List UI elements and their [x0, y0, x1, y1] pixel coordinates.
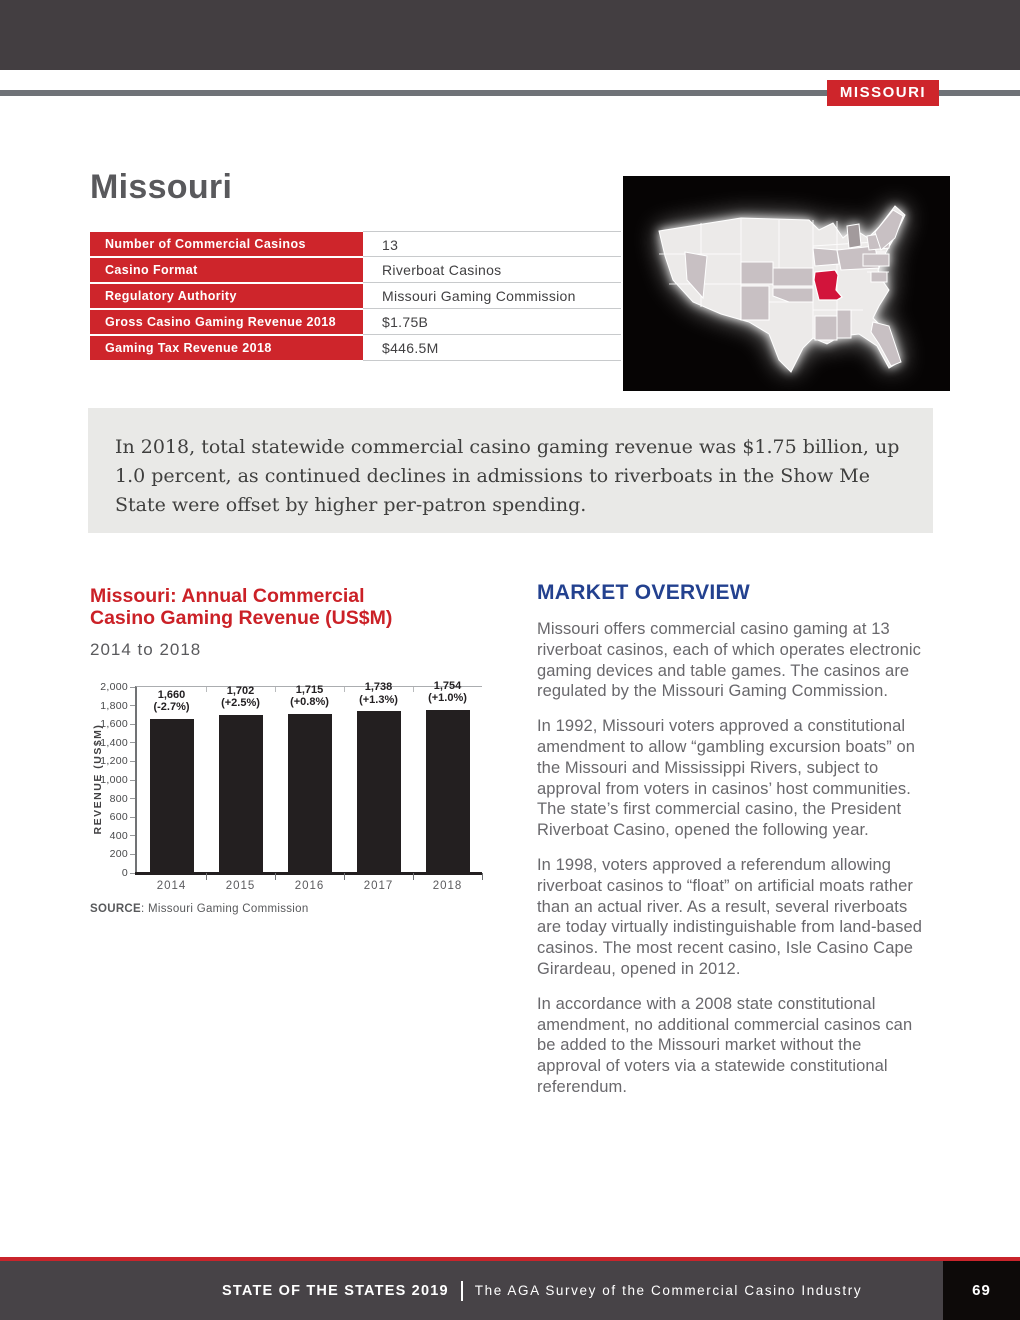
- revenue-bar-chart: [90, 680, 492, 905]
- bar-value-label: 1,754 (+1.0%): [428, 679, 467, 705]
- y-tick-label: 1,600: [100, 718, 128, 731]
- y-tick: [130, 780, 135, 781]
- overview-paragraph: Missouri offers commercial casino gaming at 13 riverboat casinos, each of which operates electronic gaming devices and table games. The casinos are regulated by the Missouri Gaming Commission.: [537, 620, 921, 701]
- state-co: [741, 262, 773, 284]
- y-tick: [130, 724, 135, 725]
- state-la: [815, 316, 837, 340]
- state-mi: [847, 224, 861, 248]
- y-tick: [130, 854, 135, 855]
- page-title: Missouri: [90, 168, 233, 206]
- fact-label: Casino Format: [90, 258, 363, 282]
- x-tick-label: 2014: [156, 880, 187, 892]
- revenue-bar: [426, 710, 470, 873]
- x-boundary-tick: [275, 873, 276, 880]
- top-boundary-tick: [413, 687, 414, 692]
- y-tick-label: 2,000: [100, 681, 128, 693]
- market-overview-heading: MARKET OVERVIEW: [537, 581, 750, 604]
- market-overview-paragraphs: [537, 619, 929, 1098]
- footer-report-title: STATE OF THE STATES 2019: [222, 1282, 449, 1299]
- footer-report-subtitle: The AGA Survey of the Commercial Casino Industry: [474, 1283, 863, 1298]
- fact-value: 13: [363, 231, 621, 257]
- top-boundary-tick: [344, 687, 345, 692]
- y-tick: [130, 761, 135, 762]
- x-tick-label: 2015: [225, 880, 256, 892]
- fact-value: $446.5M: [363, 335, 621, 361]
- revenue-bar: [357, 711, 401, 873]
- bar-value-label: 1,715 (+0.8%): [290, 683, 329, 709]
- revenue-bar: [150, 719, 194, 873]
- chart-subtitle: 2014 to 2018: [90, 640, 202, 659]
- chart-plot-area: [100, 679, 482, 892]
- y-tick-label: 1,200: [100, 755, 128, 768]
- state-pa: [863, 254, 889, 266]
- summary-text: In 2018, total statewide commercial casino gaming revenue was $1.75 billion, up 1.0 percent, as continued declines in admissions to riverboats in the Show Me State were offset by higher per-patron spending.: [115, 436, 900, 516]
- fact-value: Missouri Gaming Commission: [363, 283, 621, 309]
- overview-paragraph: In 1992, Missouri voters approved a constitutional amendment to allow “gambling excursion boats” on the Missouri and Mississippi Rivers, subject to approval from voters in casinos’ host communities. The state’s first commercial casino, the President Riverboat Casino, opened the following year.: [537, 717, 916, 840]
- y-tick-label: 1,000: [100, 774, 128, 786]
- y-axis-label: REVENUE (US$M): [92, 723, 104, 835]
- state-nm: [741, 286, 769, 320]
- table-row: [90, 309, 621, 335]
- us-map: [623, 176, 950, 391]
- fact-label: Number of Commercial Casinos: [90, 232, 363, 256]
- summary-callout: [88, 408, 933, 533]
- x-boundary-tick: [482, 873, 483, 880]
- facts-table: [90, 231, 621, 361]
- bar-value-label: 1,702 (+2.5%): [221, 684, 260, 710]
- overview-paragraph: In 1998, voters approved a referendum allowing riverboat casinos to “float” on artificial moats rather than an actual river. As a result, several riverboats are today virtually indistinguishable from land-based casinos. The most recent casino, Isle Casino Cape Girardeau, opened in 2012.: [537, 855, 923, 978]
- x-tick-label: 2017: [363, 880, 394, 892]
- top-boundary-tick: [275, 687, 276, 692]
- y-tick-label: 800: [109, 792, 128, 805]
- state-wv-md: [871, 272, 887, 282]
- y-tick-label: 400: [109, 829, 128, 842]
- state-tab: MISSOURI: [827, 80, 939, 106]
- footer-divider: [461, 1281, 463, 1301]
- x-boundary-tick: [206, 873, 207, 880]
- x-tick-label: 2018: [432, 880, 463, 892]
- top-band: [0, 0, 1020, 70]
- y-tick: [130, 742, 135, 743]
- y-tick-label: 1,400: [100, 736, 128, 749]
- fact-label: Gross Casino Gaming Revenue 2018: [90, 310, 363, 334]
- y-tick: [130, 817, 135, 818]
- y-tick: [130, 798, 135, 799]
- state-ms: [837, 310, 851, 338]
- x-boundary-tick: [344, 873, 345, 880]
- top-boundary-tick: [206, 687, 207, 692]
- y-tick-label: 600: [109, 811, 128, 824]
- us-map-graphic: [623, 176, 950, 391]
- state-ks: [773, 268, 813, 286]
- revenue-bar: [288, 714, 332, 873]
- revenue-bar: [219, 715, 263, 873]
- y-tick-label: 0: [121, 867, 128, 879]
- table-row: [90, 335, 621, 361]
- chart-source: SOURCE: Missouri Gaming Commission: [90, 903, 309, 915]
- bar-value-label: 1,738 (+1.3%): [359, 681, 398, 706]
- chart-title: Missouri: Annual Commercial Casino Gaming Revenue (US$M): [90, 585, 393, 629]
- overview-paragraph: In accordance with a 2008 state constitutional amendment, no additional commercial casinos can be added to the Missouri market without the approval of voters via a statewide constitutional referendum.: [537, 994, 913, 1096]
- fact-label: Gaming Tax Revenue 2018: [90, 336, 363, 360]
- fact-label: Regulatory Authority: [90, 284, 363, 308]
- y-tick-label: 200: [109, 848, 128, 861]
- table-row: [90, 231, 621, 257]
- table-row: [90, 257, 621, 283]
- y-tick: [130, 687, 135, 688]
- bar-value-label: 1,660 (-2.7%): [153, 688, 190, 714]
- x-tick-label: 2016: [294, 880, 325, 892]
- footer-band: [0, 1261, 943, 1320]
- y-tick-label: 1,800: [100, 699, 128, 712]
- fact-value: $1.75B: [363, 309, 621, 335]
- y-tick: [130, 835, 135, 836]
- page-number: 69: [943, 1261, 1020, 1320]
- table-row: [90, 283, 621, 309]
- x-boundary-tick: [413, 873, 414, 880]
- market-overview-section: [537, 581, 929, 1098]
- state-ia: [813, 248, 839, 266]
- fact-value: Riverboat Casinos: [363, 257, 621, 283]
- y-tick: [130, 873, 135, 874]
